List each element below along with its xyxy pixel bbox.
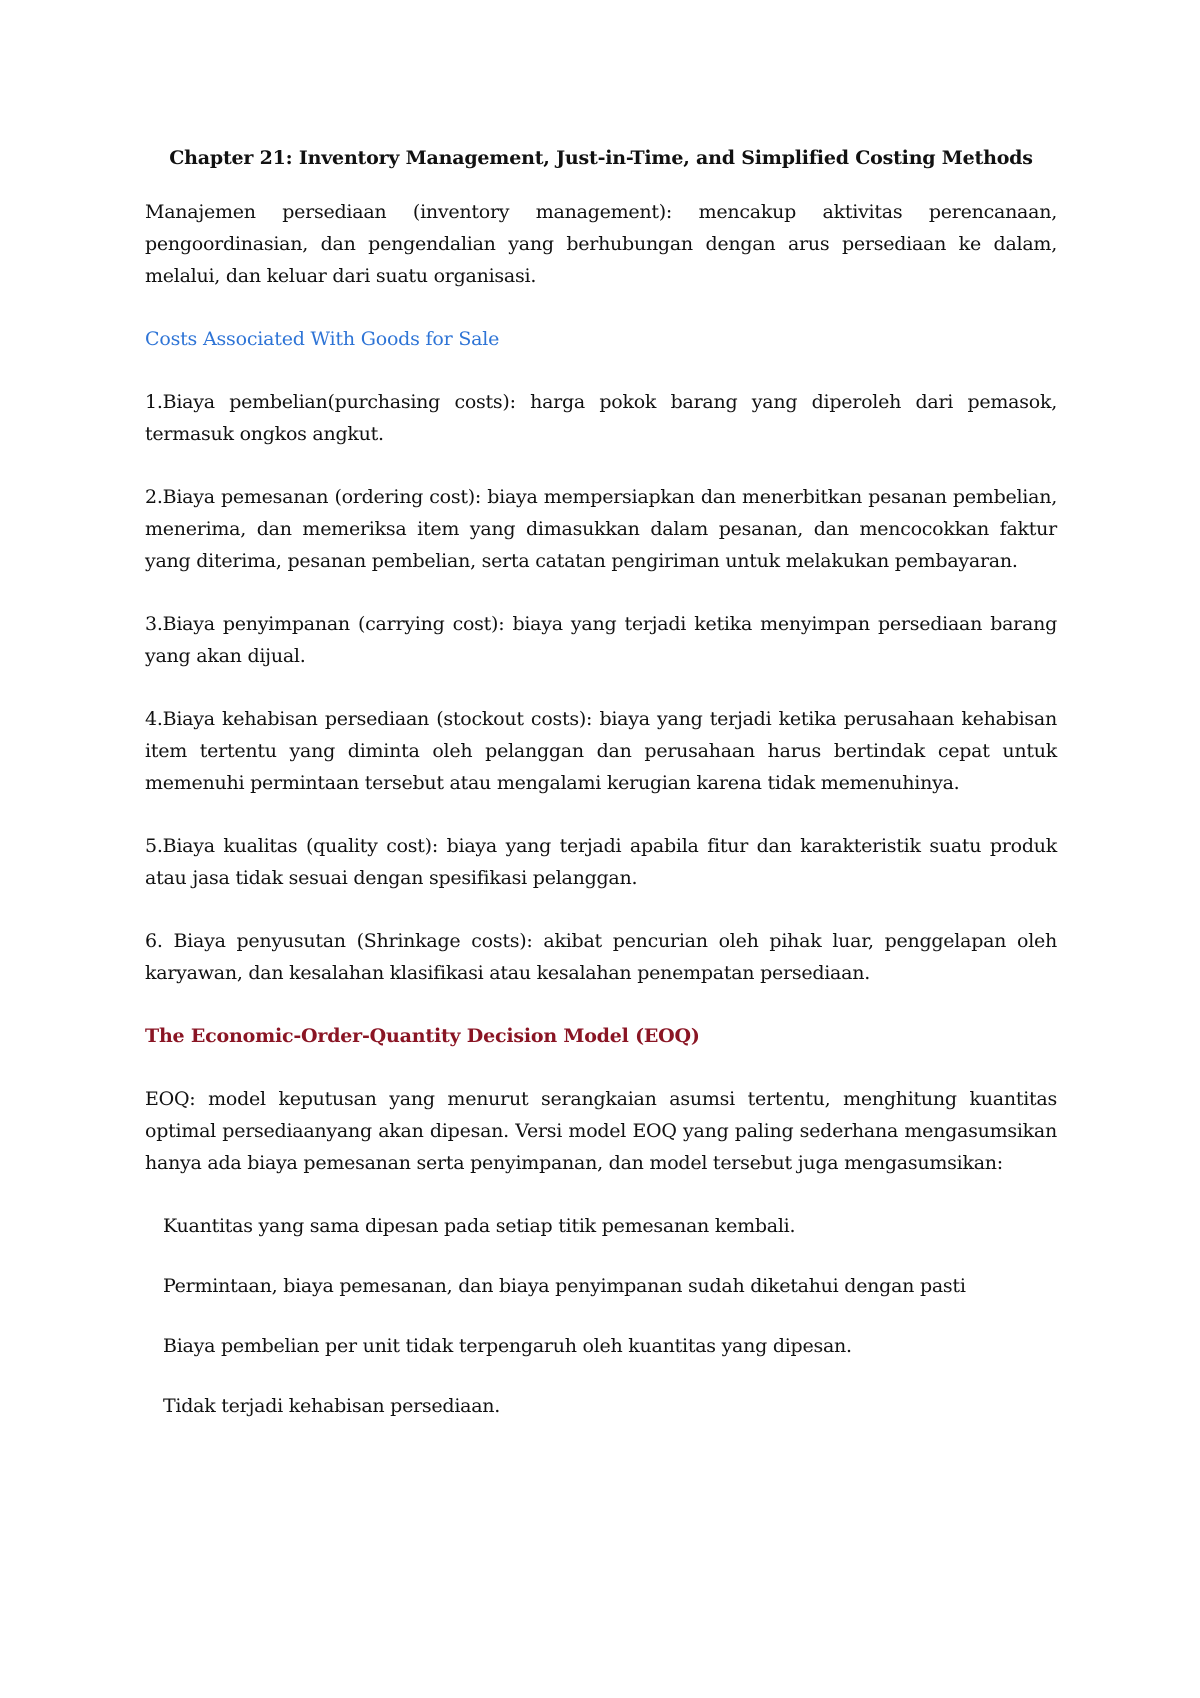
cost-item-stockout: 4.Biaya kehabisan persediaan (stockout costs): biaya yang terjadi ketika perusahaan kehabisan item tertentu yang diminta oleh pelanggan dan perusahaan harus bertindak cepat untuk memenuhi permintaan tersebut atau mengalami kerugian karena tidak memenuhinya. — [145, 708, 1057, 794]
cost-item-purchasing: 1.Biaya pembelian(purchasing costs): harga pokok barang yang diperoleh dari pemasok, termasuk ongkos angkut. — [145, 391, 1057, 445]
cost-item-shrinkage: 6. Biaya penyusutan (Shrinkage costs): akibat pencurian oleh pihak luar, penggelapan oleh karyawan, dan kesalahan klasifikasi atau kesalahan penempatan persediaan. — [145, 930, 1057, 984]
assumption-item: Permintaan, biaya pemesanan, dan biaya penyimpanan sudah diketahui dengan pasti — [163, 1275, 966, 1297]
intro-paragraph: Manajemen persediaan (inventory management): mencakup aktivitas perencanaan, pengoordinasian, dan pengendalian yang berhubungan dengan arus persediaan ke dalam, melalui, dan keluar dari suatu organisasi. — [145, 201, 1057, 287]
assumption-item: Tidak terjadi kehabisan persediaan. — [163, 1395, 501, 1417]
eoq-paragraph: EOQ: model keputusan yang menurut serangkaian asumsi tertentu, menghitung kuantitas optimal persediaanyang akan dipesan. Versi model EOQ yang paling sederhana mengasumsikan hanya ada biaya pemesanan serta penyimpanan, dan model tersebut juga mengasumsikan: — [145, 1088, 1057, 1174]
document-content — [145, 142, 1057, 1450]
costs-heading: Costs Associated With Goods for Sale — [145, 328, 500, 350]
cost-item-quality: 5.Biaya kualitas (quality cost): biaya yang terjadi apabila fitur dan karakteristik suatu produk atau jasa tidak sesuai dengan spesifikasi pelanggan. — [145, 835, 1057, 889]
chapter-title: Chapter 21: Inventory Management, Just-in-Time, and Simplified Costing Methods — [169, 147, 1033, 169]
cost-item-ordering: 2.Biaya pemesanan (ordering cost): biaya mempersiapkan dan menerbitkan pesanan pembelian, menerima, dan memeriksa item yang dimasukkan dalam pesanan, dan mencocokkan faktur yang diterima, pesanan pembelian, serta catatan pengiriman untuk melakukan pembayaran. — [145, 486, 1057, 572]
eoq-heading: The Economic-Order-Quantity Decision Model (EOQ) — [145, 1025, 700, 1047]
assumption-item: Biaya pembelian per unit tidak terpengaruh oleh kuantitas yang dipesan. — [163, 1335, 852, 1357]
eoq-assumptions-list — [145, 1210, 1057, 1422]
cost-item-carrying: 3.Biaya penyimpanan (carrying cost): biaya yang terjadi ketika menyimpan persediaan barang yang akan dijual. — [145, 613, 1057, 667]
assumption-item: Kuantitas yang sama dipesan pada setiap titik pemesanan kembali. — [163, 1215, 796, 1237]
